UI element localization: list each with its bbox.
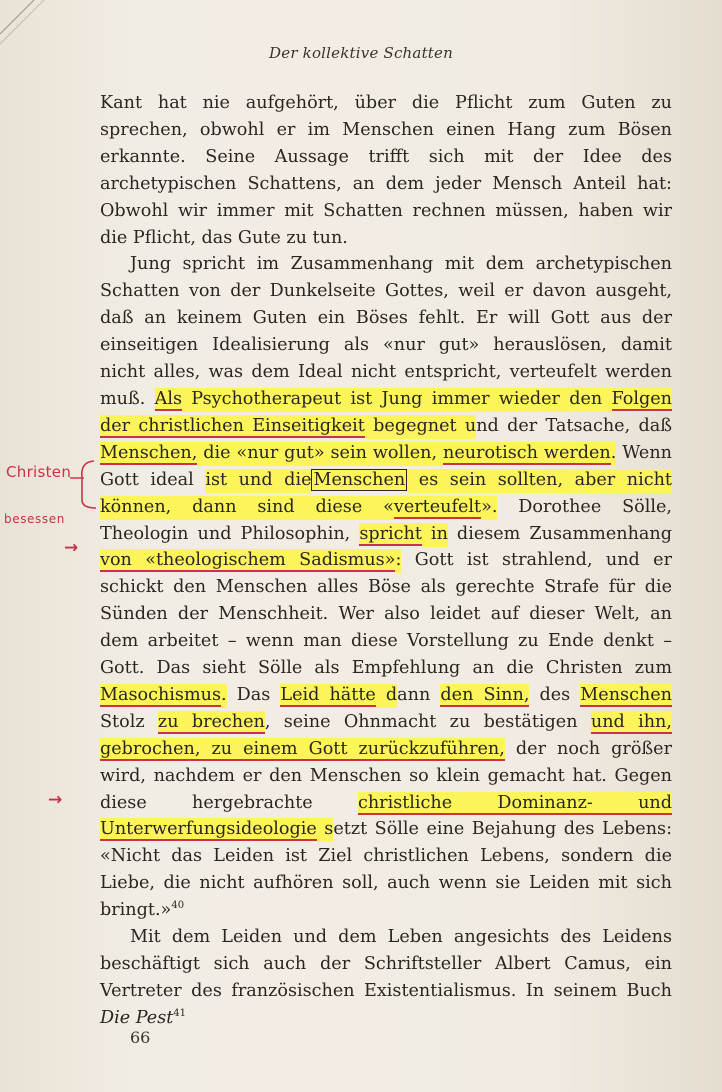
paragraph-1 <box>100 90 672 251</box>
highlighted-text: s <box>317 818 334 842</box>
highlighted-text: es sein sollten, aber nicht können, dann sind diese « <box>100 469 672 520</box>
highlighted-text: spricht <box>359 523 422 544</box>
highlighted-text: d <box>376 684 397 708</box>
highlighted-text: Psychotherapeut ist Jung immer wieder den <box>182 388 612 412</box>
text-segment: ann <box>397 684 441 705</box>
highlighted-text: ». <box>481 496 497 520</box>
highlighted-text: die «nur gut» sein wollen, <box>197 442 443 466</box>
text-segment: Mit dem Leiden und dem Leben angesichts des Leidens beschäftigt sich auch der Schriftsteller Albert Camus, ein Vertreter des französischen Existentialismus. In seinem Buch <box>100 927 672 1001</box>
highlighted-text: Folgen <box>611 388 672 409</box>
highlighted-text: von «theologischem Sadismus» <box>100 550 396 571</box>
text-segment: Gott ist strahlend, und er schickt den Menschen alles Böse als gerechte Strafe für die Sünden der Menschheit. Wer also leidet auf dieser Welt, an dem arbeitet – wenn man diese Vorstellung zu Ende denkt – Gott. Das sieht Sölle als Empfehlung an die Christen zum <box>100 550 673 679</box>
highlighted-text: . <box>611 442 617 466</box>
highlighted-text: . <box>221 684 227 708</box>
text-segment: der noch größer wird, nachdem er den Menschen so klein gemacht hat. Gegen diese hergebrachte <box>100 738 673 813</box>
highlighted-text: ist und die <box>205 469 311 493</box>
highlighted-text: christliche Dominanz- und Unterwerfungsideologie <box>100 792 672 840</box>
footnote-ref: 41 <box>173 1007 187 1019</box>
margin-note-besessen: besessen <box>4 512 65 526</box>
highlighted-text: Als <box>154 388 183 409</box>
highlighted-text: den Sinn, <box>440 684 530 705</box>
text-segment: nd der Tatsache, daß <box>476 415 672 436</box>
highlighted-text: Menschen <box>580 684 672 705</box>
highlighted-text: in <box>422 523 448 547</box>
highlighted-text: und ihn, gebrochen, zu einem Gott zurückzuführen, <box>100 711 672 759</box>
text-segment: Dorothee Sölle, Theologin und Philosophin, <box>100 496 672 544</box>
page-number: 66 <box>130 1028 151 1047</box>
running-header: Der kollektive Schatten <box>269 44 453 62</box>
highlighted-text: : <box>395 549 401 573</box>
text-segment: Stolz <box>100 711 158 732</box>
text-segment: Das <box>226 684 281 705</box>
highlighted-text: Leid hätte <box>280 684 376 705</box>
paragraph-3 <box>100 924 672 1032</box>
text-segment: Jung spricht im Zusammenhang mit dem archetypischen Schatten von der Dunkelseite Gottes, weil er davon ausgeht, daß an keinem Guten ein Böses fehlt. Er will Gott aus der einseitigen Idealisierung als «nur gut» herauslösen, damit nicht alles, was dem Ideal nicht entspricht, verteufelt werden muß. <box>100 254 672 409</box>
margin-note-christen: Christen <box>6 463 72 481</box>
margin-arrow-icon: → <box>64 538 79 558</box>
body-text <box>100 90 672 1032</box>
highlighted-text: begegnet u <box>365 415 476 439</box>
paragraph-2 <box>100 251 672 924</box>
bracketed-word: Menschen <box>313 469 406 490</box>
highlighted-text: verteufelt <box>393 496 482 517</box>
highlighted-text: neurotisch werden <box>442 442 611 463</box>
text-segment: Wenn Gott ideal <box>100 442 673 490</box>
book-title: Die Pest <box>100 1007 174 1028</box>
highlighted-text: der christlichen Einseitigkeit <box>100 415 365 436</box>
highlighted-text: Menschen, <box>100 442 198 463</box>
text-segment: Kant hat nie aufgehört, über die Pflicht zum Guten zu sprechen, obwohl er im Menschen einen Hang zum Bösen erkannte. Seine Aussage trifft sich mit der Idee des archetypischen Schattens, an dem jeder Mensch Anteil hat: Obwohl wir immer mit Schatten rechnen müssen, haben wir die Pflicht, das Gute zu tun. <box>100 93 672 248</box>
text-segment: , seine Ohnmacht zu bestätigen <box>264 711 591 732</box>
highlighted-text: zu brechen <box>157 711 265 732</box>
footnote-ref: 40 <box>171 900 185 912</box>
text-segment: des <box>529 684 581 705</box>
text-segment: etzt Sölle eine Bejahung des Lebens: «Nicht das Leiden ist Ziel christlichen Lebens, sondern die Liebe, die nicht aufhören soll, auch wenn sie Leiden mit sich bringt.» <box>100 819 673 921</box>
margin-arrow-icon: → <box>48 790 63 810</box>
text-segment: diesem Zusammenhang <box>447 523 672 544</box>
highlighted-text: Masochismus <box>100 684 222 705</box>
